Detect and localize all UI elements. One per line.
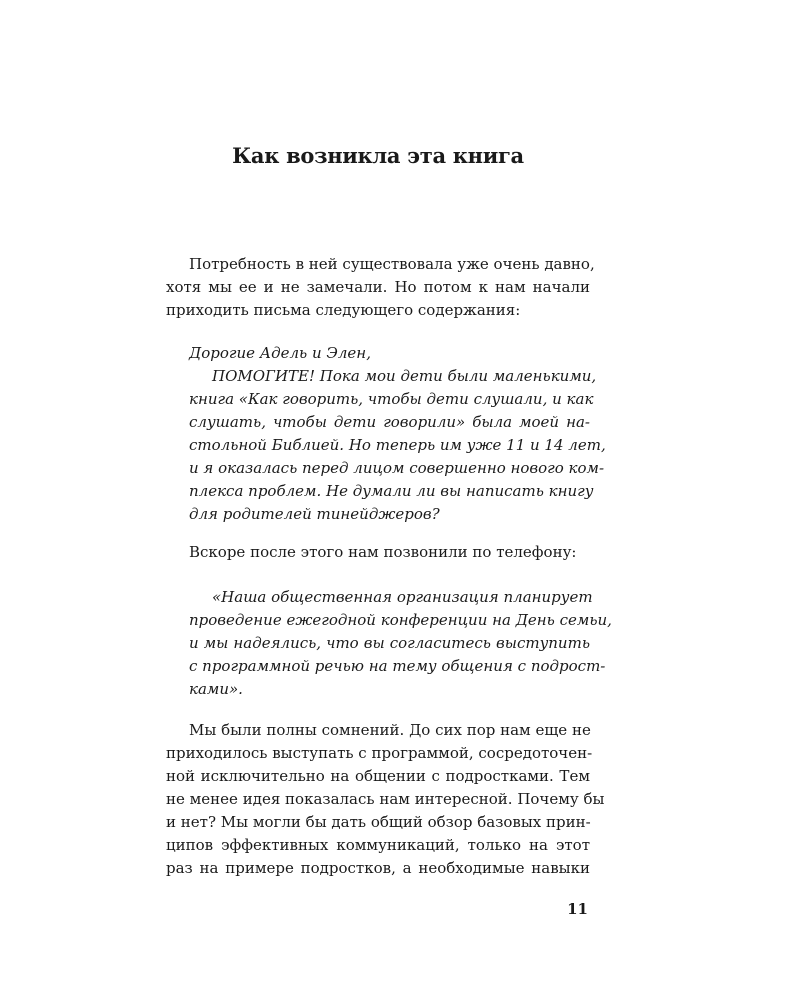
letter-salutation: Дорогие Адель и Элен,: [189, 344, 371, 362]
paragraph-line: не менее идея показалась нам интересной. Почему бы: [166, 790, 605, 808]
paragraph-line: ципов эффективных коммуникаций, только на этот: [166, 836, 590, 854]
paragraph-line: Вскоре после этого нам позвонили по телефону:: [189, 543, 577, 561]
letter-line: плекса проблем. Не думали ли вы написать книгу: [189, 482, 594, 500]
letter-line: для родителей тинейджеров?: [189, 505, 440, 523]
letter-line: ПОМОГИТЕ! Пока мои дети были маленькими,: [212, 367, 597, 385]
paragraph-line: хотя мы ее и не замечали. Но потом к нам начали: [166, 278, 590, 296]
paragraph-line: приходилось выступать с программой, сосредоточен-: [166, 744, 593, 762]
paragraph-line: Мы были полны сомнений. До сих пор нам еще не: [189, 721, 591, 739]
paragraph-line: и нет? Мы могли бы дать общий обзор базовых прин-: [166, 813, 591, 831]
quote-line: и мы надеялись, что вы согласитесь выступить: [189, 634, 590, 652]
paragraph-line: приходить письма следующего содержания:: [166, 301, 521, 319]
letter-line: и я оказалась перед лицом совершенно нового ком-: [189, 459, 605, 477]
reader-letter: [189, 342, 606, 526]
paragraph-line: раз на примере подростков, а необходимые навыки: [166, 859, 590, 877]
letter-line: слушать, чтобы дети говорили» была моей на-: [189, 413, 590, 431]
paragraph-line: Потребность в ней существовала уже очень давно,: [189, 255, 595, 273]
quote-line: с программной речью на тему общения с подрост-: [189, 657, 606, 675]
paragraph-3: [166, 719, 605, 880]
page-number: 11: [567, 900, 588, 918]
paragraph-1: [166, 253, 595, 322]
paragraph-2: [166, 541, 590, 564]
letter-line: стольной Библией. Но теперь им уже 11 и 14 лет,: [189, 436, 606, 454]
quote-line: проведение ежегодной конференции на День семьи,: [189, 611, 612, 629]
chapter-title: Как возникла эта книга: [232, 143, 524, 168]
quote-line: «Наша общественная организация планирует: [212, 588, 593, 606]
paragraph-line: ной исключительно на общении с подростками. Тем: [166, 767, 590, 785]
quote-line: ками».: [189, 680, 243, 698]
phone-call-quote: [189, 586, 612, 701]
letter-line: книга «Как говорить, чтобы дети слушали, и как: [189, 390, 594, 408]
